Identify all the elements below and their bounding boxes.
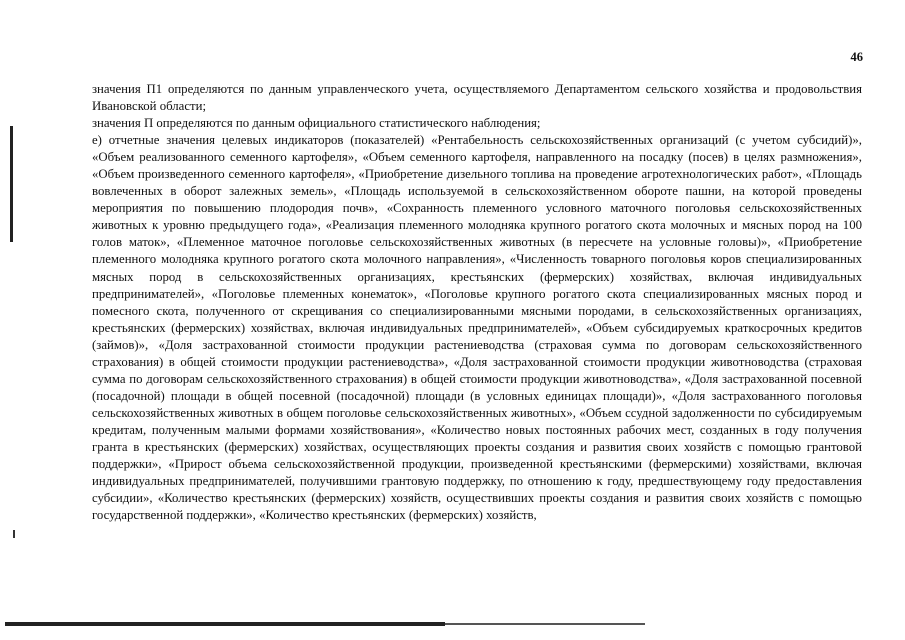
page-number: 46 — [850, 50, 863, 64]
scan-margin-mark — [10, 126, 13, 242]
footnote-separator-tail — [445, 623, 645, 625]
paragraph-p1-source: значения П1 определяются по данным управленческого учета, осуществляемого Департаментом сельского хозяйства и продовольствия Ивановской области; — [92, 82, 862, 114]
document-body — [92, 81, 862, 524]
scan-margin-tick — [13, 530, 15, 538]
paragraph-p-source: значения П определяются по данным официального статистического наблюдения; — [92, 116, 541, 131]
footnote-separator-line — [5, 622, 445, 626]
paragraph-indicators: е) отчетные значения целевых индикаторов (показателей) «Рентабельность сельскохозяйственных организаций (с учетом субсидий)», «Объем реализованного семенного картофеля», «Объем семенного картофеля, направленного на посадку (посев) в целях размножения», «Объем произведенного семенного картофеля», «Приобретение дизельного топлива на проведение агротехнологических работ», «Площадь вовлеченных в оборот залежных земель», «Площадь используемой в сельскохозяйственном обороте пашни, на которой проведены мероприятия по повышению плодородия почв», «Сохранность племенного условного маточного поголовья сельскохозяйственных животных к уровню предыдущего года», «Реализация племенного молодняка крупного рогатого скота молочных и мясных пород на 100 голов маток», «Племенное маточное поголовье сельскохозяйственных животных (в пересчете на условные головы)», «Приобретение племенного молодняка крупного рогатого скота молочного направления», «Численность товарного поголовья коров специализированных мясных пород в сельскохозяйственных организациях, крестьянских (фермерских) хозяйствах, включая индивидуальных предпринимателей», «Поголовье племенных конематок», «Поголовье крупного рогатого скота специализированных мясных пород и помесного скота, полученного от скрещивания со специализированными мясными породами, в сельскохозяйственных организациях, крестьянских (фермерских) хозяйствах, включая индивидуальных предпринимателей», «Объем субсидируемых краткосрочных кредитов (займов)», «Доля застрахованной стоимости продукции растениеводства (страховая сумма по договорам сельскохозяйственного страхования) в общей стоимости продукции растениеводства», «Доля застрахованной стоимости продукции животноводства (страховая сумма по договорам сельскохозяйственного страхования) в общей стоимости продукции животноводства», «Доля застрахованной посевной (посадочной) площади в общей посевной (посадочной) площади (в условных единицах площади)», «Доля застрахованного поголовья сельскохозяйственных животных в общем поголовье сельскохозяйственных животных», «Объем ссудной задолженности по субсидируемым кредитам, полученным малыми формами хозяйствования», «Количество новых постоянных рабочих мест, созданных в году получения гранта в крестьянских (фермерских) хозяйствах, осуществляющих проекты создания и развития своих хозяйств с помощью грантовой поддержки», «Прирост объема сельскохозяйственной продукции, произведенной крестьянскими (фермерскими) хозяйствами, включая индивидуальных предпринимателей, получившими грантовую поддержку, по отношению к году, предшествующему году предоставления субсидии», «Количество крестьянских (фермерских) хозяйств, осуществивших проекты создания и развития своих хозяйств с помощью государственной поддержки», «Количество крестьянских (фермерских) хозяйств, — [92, 133, 862, 523]
